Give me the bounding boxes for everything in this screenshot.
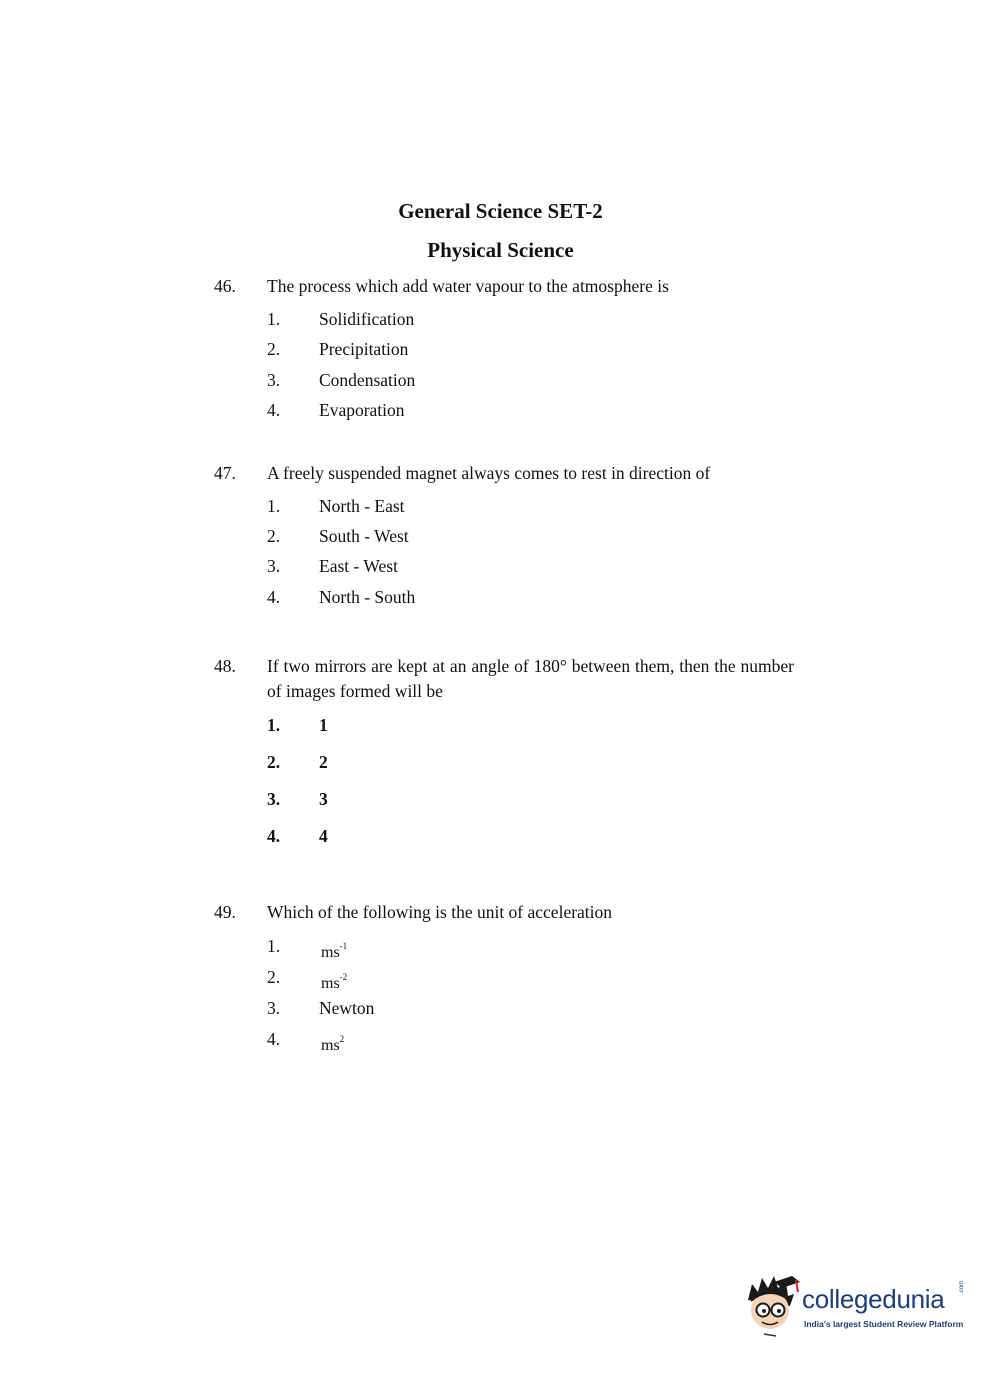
unit-base: ms — [321, 975, 340, 992]
option-number: 1. — [267, 496, 281, 516]
option-2 — [267, 337, 667, 362]
question-49 — [214, 900, 794, 1054]
unit-base: ms — [321, 1037, 340, 1054]
option-3 — [267, 787, 667, 812]
option-unit — [321, 965, 347, 996]
option-number: 2. — [267, 526, 281, 546]
option-2 — [267, 750, 667, 775]
option-4 — [267, 824, 667, 849]
option-number: 4. — [267, 587, 281, 607]
unit-base: ms — [321, 944, 340, 961]
option-3 — [267, 996, 667, 1021]
option-text: 1 — [319, 715, 328, 735]
option-unit — [321, 934, 347, 965]
option-2 — [267, 965, 667, 990]
option-4 — [267, 398, 667, 423]
option-text: 3 — [319, 789, 328, 809]
question-46 — [214, 274, 794, 420]
question-number: 47. — [214, 463, 236, 483]
question-text: Which of the following is the unit of acceleration — [267, 902, 613, 922]
question-text: If two mirrors are kept at an angle of 180° between them, then the number of images formed will be — [267, 656, 794, 701]
option-unit — [321, 1027, 344, 1058]
option-number: 1. — [267, 309, 281, 329]
option-number: 1. — [267, 936, 281, 956]
option-number: 3. — [267, 789, 281, 809]
option-number: 2. — [267, 967, 281, 987]
option-1 — [267, 713, 667, 738]
option-2 — [267, 524, 667, 549]
option-4 — [267, 585, 667, 610]
option-3 — [267, 554, 667, 579]
option-number: 3. — [267, 370, 281, 390]
question-number: 48. — [214, 656, 236, 676]
option-4 — [267, 1027, 667, 1052]
unit-exponent: 2 — [339, 1034, 345, 1044]
option-number: 4. — [267, 400, 281, 420]
mascot-icon — [740, 1272, 802, 1342]
option-text: North - East — [319, 496, 405, 516]
question-text: The process which add water vapour to the atmosphere is — [267, 276, 669, 296]
option-number: 2. — [267, 339, 281, 359]
option-number: 3. — [267, 556, 281, 576]
brand-name: collegedunia — [802, 1284, 945, 1314]
option-number: 3. — [267, 998, 281, 1018]
option-1 — [267, 494, 667, 519]
question-number: 49. — [214, 902, 236, 922]
question-48 — [214, 654, 794, 846]
option-number: 4. — [267, 1029, 281, 1049]
option-text: South - West — [319, 526, 409, 546]
unit-exponent: -1 — [339, 941, 348, 951]
option-text: 2 — [319, 752, 328, 772]
option-text: Evaporation — [319, 400, 405, 420]
option-1 — [267, 307, 667, 332]
option-text: 4 — [319, 826, 328, 846]
collegedunia-logo — [740, 1272, 970, 1342]
option-number: 1. — [267, 715, 281, 735]
option-1 — [267, 934, 667, 959]
section-title: Physical Science — [427, 238, 574, 262]
option-text: Condensation — [319, 370, 416, 390]
brand-suffix: .com — [959, 1280, 965, 1294]
option-text: Newton — [319, 998, 375, 1018]
option-text: East - West — [319, 556, 398, 576]
option-number: 4. — [267, 826, 281, 846]
option-number: 2. — [267, 752, 281, 772]
brand-tagline: India's largest Student Review Platform — [804, 1319, 964, 1329]
unit-exponent: -2 — [339, 972, 348, 982]
question-number: 46. — [214, 276, 236, 296]
option-text: Precipitation — [319, 339, 409, 359]
option-3 — [267, 368, 667, 393]
option-text: North - South — [319, 587, 416, 607]
option-text: Solidification — [319, 309, 415, 329]
question-47 — [214, 461, 794, 607]
question-text: A freely suspended magnet always comes to rest in direction of — [267, 463, 711, 483]
page-title: General Science SET-2 — [398, 199, 603, 223]
